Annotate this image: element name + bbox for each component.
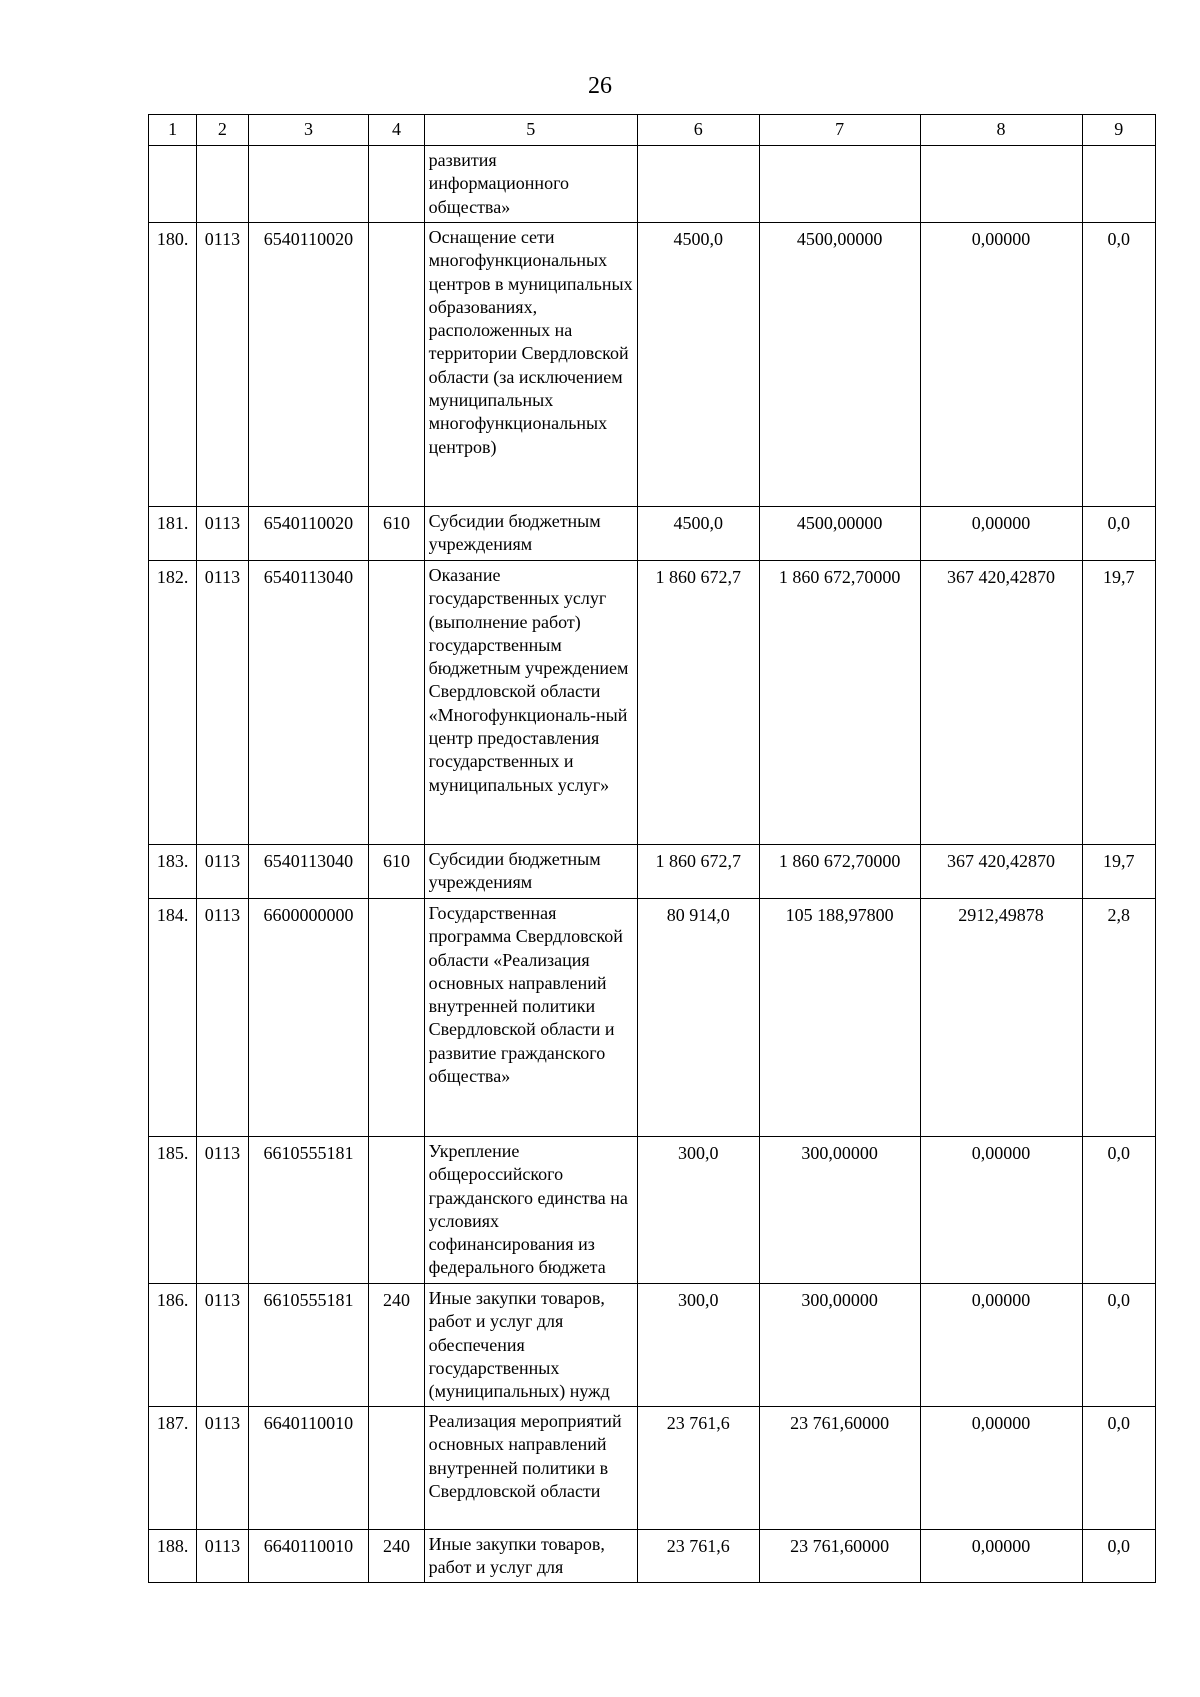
row-number-cell: 186. xyxy=(149,1284,197,1407)
column-header: 1 xyxy=(149,115,197,146)
percent-cell: 0,0 xyxy=(1082,1137,1155,1284)
column-header: 7 xyxy=(759,115,920,146)
description-cell: Укрепление общероссийского гражданского единства на условиях софинансирования из федерального бюджета xyxy=(424,1137,637,1284)
value-cell: 1 860 672,70000 xyxy=(759,845,920,899)
expense-type-cell xyxy=(369,561,424,845)
budget-table xyxy=(148,114,1156,1583)
percent-cell: 19,7 xyxy=(1082,561,1155,845)
section-code-cell: 0113 xyxy=(197,899,248,1137)
description-cell: Субсидии бюджетным учреждениям xyxy=(424,507,637,561)
value-cell: 300,0 xyxy=(637,1284,759,1407)
description-cell: Государственная программа Свердловской области «Реализация основных направлений внутренней политики Свердловской области и развитие гражданского общества» xyxy=(424,899,637,1137)
description-cell: Оказание государственных услуг (выполнение работ) государственным бюджетным учреждением Свердловской области «Многофункциональ-ный центр предоставления государственных и муниципальных услуг» xyxy=(424,561,637,845)
row-number-cell: 184. xyxy=(149,899,197,1137)
table-row xyxy=(149,1530,1156,1583)
expense-type-cell: 610 xyxy=(369,845,424,899)
table-row xyxy=(149,1284,1156,1407)
target-code-cell: 6540113040 xyxy=(248,561,369,845)
value-cell: 80 914,0 xyxy=(637,899,759,1137)
section-code-cell: 0113 xyxy=(197,845,248,899)
value-cell: 2912,49878 xyxy=(920,899,1082,1137)
row-number-cell: 188. xyxy=(149,1530,197,1583)
column-header: 9 xyxy=(1082,115,1155,146)
value-cell: 300,0 xyxy=(637,1137,759,1284)
section-code-cell: 0113 xyxy=(197,1530,248,1583)
value-cell: 23 761,6 xyxy=(637,1530,759,1583)
column-header: 5 xyxy=(424,115,637,146)
row-number-cell: 181. xyxy=(149,507,197,561)
value-cell: 23 761,6 xyxy=(637,1407,759,1530)
page-number: 26 xyxy=(588,73,612,99)
percent-cell xyxy=(1082,146,1155,223)
row-number-cell: 187. xyxy=(149,1407,197,1530)
row-number-cell: 180. xyxy=(149,223,197,507)
value-cell: 1 860 672,7 xyxy=(637,561,759,845)
target-code-cell: 6640110010 xyxy=(248,1530,369,1583)
value-cell: 4500,00000 xyxy=(759,223,920,507)
expense-type-cell: 240 xyxy=(369,1284,424,1407)
value-cell xyxy=(637,146,759,223)
target-code-cell xyxy=(248,146,369,223)
section-code-cell: 0113 xyxy=(197,223,248,507)
percent-cell: 2,8 xyxy=(1082,899,1155,1137)
section-code-cell: 0113 xyxy=(197,561,248,845)
target-code-cell: 6540110020 xyxy=(248,223,369,507)
value-cell: 0,00000 xyxy=(920,1407,1082,1530)
table-row xyxy=(149,1137,1156,1284)
value-cell: 23 761,60000 xyxy=(759,1530,920,1583)
section-code-cell: 0113 xyxy=(197,1137,248,1284)
column-header: 6 xyxy=(637,115,759,146)
description-cell: Иные закупки товаров, работ и услуг для обеспечения государственных (муниципальных) нужд xyxy=(424,1284,637,1407)
row-number-cell xyxy=(149,146,197,223)
table-row xyxy=(149,146,1156,223)
value-cell: 4500,0 xyxy=(637,223,759,507)
value-cell: 300,00000 xyxy=(759,1137,920,1284)
section-code-cell: 0113 xyxy=(197,1284,248,1407)
value-cell: 4500,00000 xyxy=(759,507,920,561)
table-row xyxy=(149,899,1156,1137)
value-cell: 1 860 672,7 xyxy=(637,845,759,899)
section-code-cell xyxy=(197,146,248,223)
section-code-cell: 0113 xyxy=(197,507,248,561)
expense-type-cell xyxy=(369,146,424,223)
target-code-cell: 6610555181 xyxy=(248,1137,369,1284)
expense-type-cell xyxy=(369,899,424,1137)
value-cell: 0,00000 xyxy=(920,507,1082,561)
column-header: 4 xyxy=(369,115,424,146)
target-code-cell: 6640110010 xyxy=(248,1407,369,1530)
value-cell: 1 860 672,70000 xyxy=(759,561,920,845)
percent-cell: 0,0 xyxy=(1082,1284,1155,1407)
row-number-cell: 185. xyxy=(149,1137,197,1284)
section-code-cell: 0113 xyxy=(197,1407,248,1530)
description-cell: Субсидии бюджетным учреждениям xyxy=(424,845,637,899)
column-header: 2 xyxy=(197,115,248,146)
description-cell: Реализация мероприятий основных направлений внутренней политики в Свердловской области xyxy=(424,1407,637,1530)
expense-type-cell xyxy=(369,1407,424,1530)
percent-cell: 19,7 xyxy=(1082,845,1155,899)
description-cell: Оснащение сети многофункциональных центров в муниципальных образованиях, расположенных на территории Свердловской области (за исключением муниципальных многофункциональных центров) xyxy=(424,223,637,507)
target-code-cell: 6610555181 xyxy=(248,1284,369,1407)
value-cell: 4500,0 xyxy=(637,507,759,561)
percent-cell: 0,0 xyxy=(1082,1530,1155,1583)
value-cell xyxy=(759,146,920,223)
table-row xyxy=(149,561,1156,845)
value-cell: 367 420,42870 xyxy=(920,845,1082,899)
value-cell: 300,00000 xyxy=(759,1284,920,1407)
target-code-cell: 6600000000 xyxy=(248,899,369,1137)
description-cell: развития информационного общества» xyxy=(424,146,637,223)
expense-type-cell xyxy=(369,1137,424,1284)
row-number-cell: 182. xyxy=(149,561,197,845)
description-cell: Иные закупки товаров, работ и услуг для xyxy=(424,1530,637,1583)
target-code-cell: 6540113040 xyxy=(248,845,369,899)
table-row xyxy=(149,845,1156,899)
percent-cell: 0,0 xyxy=(1082,223,1155,507)
table-row xyxy=(149,1407,1156,1530)
value-cell: 367 420,42870 xyxy=(920,561,1082,845)
target-code-cell: 6540110020 xyxy=(248,507,369,561)
value-cell: 105 188,97800 xyxy=(759,899,920,1137)
value-cell: 0,00000 xyxy=(920,1137,1082,1284)
table-row xyxy=(149,223,1156,507)
column-header: 3 xyxy=(248,115,369,146)
percent-cell: 0,0 xyxy=(1082,1407,1155,1530)
table-header-row xyxy=(149,115,1156,146)
value-cell xyxy=(920,146,1082,223)
percent-cell: 0,0 xyxy=(1082,507,1155,561)
value-cell: 23 761,60000 xyxy=(759,1407,920,1530)
value-cell: 0,00000 xyxy=(920,223,1082,507)
table-row xyxy=(149,507,1156,561)
expense-type-cell: 240 xyxy=(369,1530,424,1583)
expense-type-cell xyxy=(369,223,424,507)
column-header: 8 xyxy=(920,115,1082,146)
row-number-cell: 183. xyxy=(149,845,197,899)
expense-type-cell: 610 xyxy=(369,507,424,561)
value-cell: 0,00000 xyxy=(920,1530,1082,1583)
value-cell: 0,00000 xyxy=(920,1284,1082,1407)
